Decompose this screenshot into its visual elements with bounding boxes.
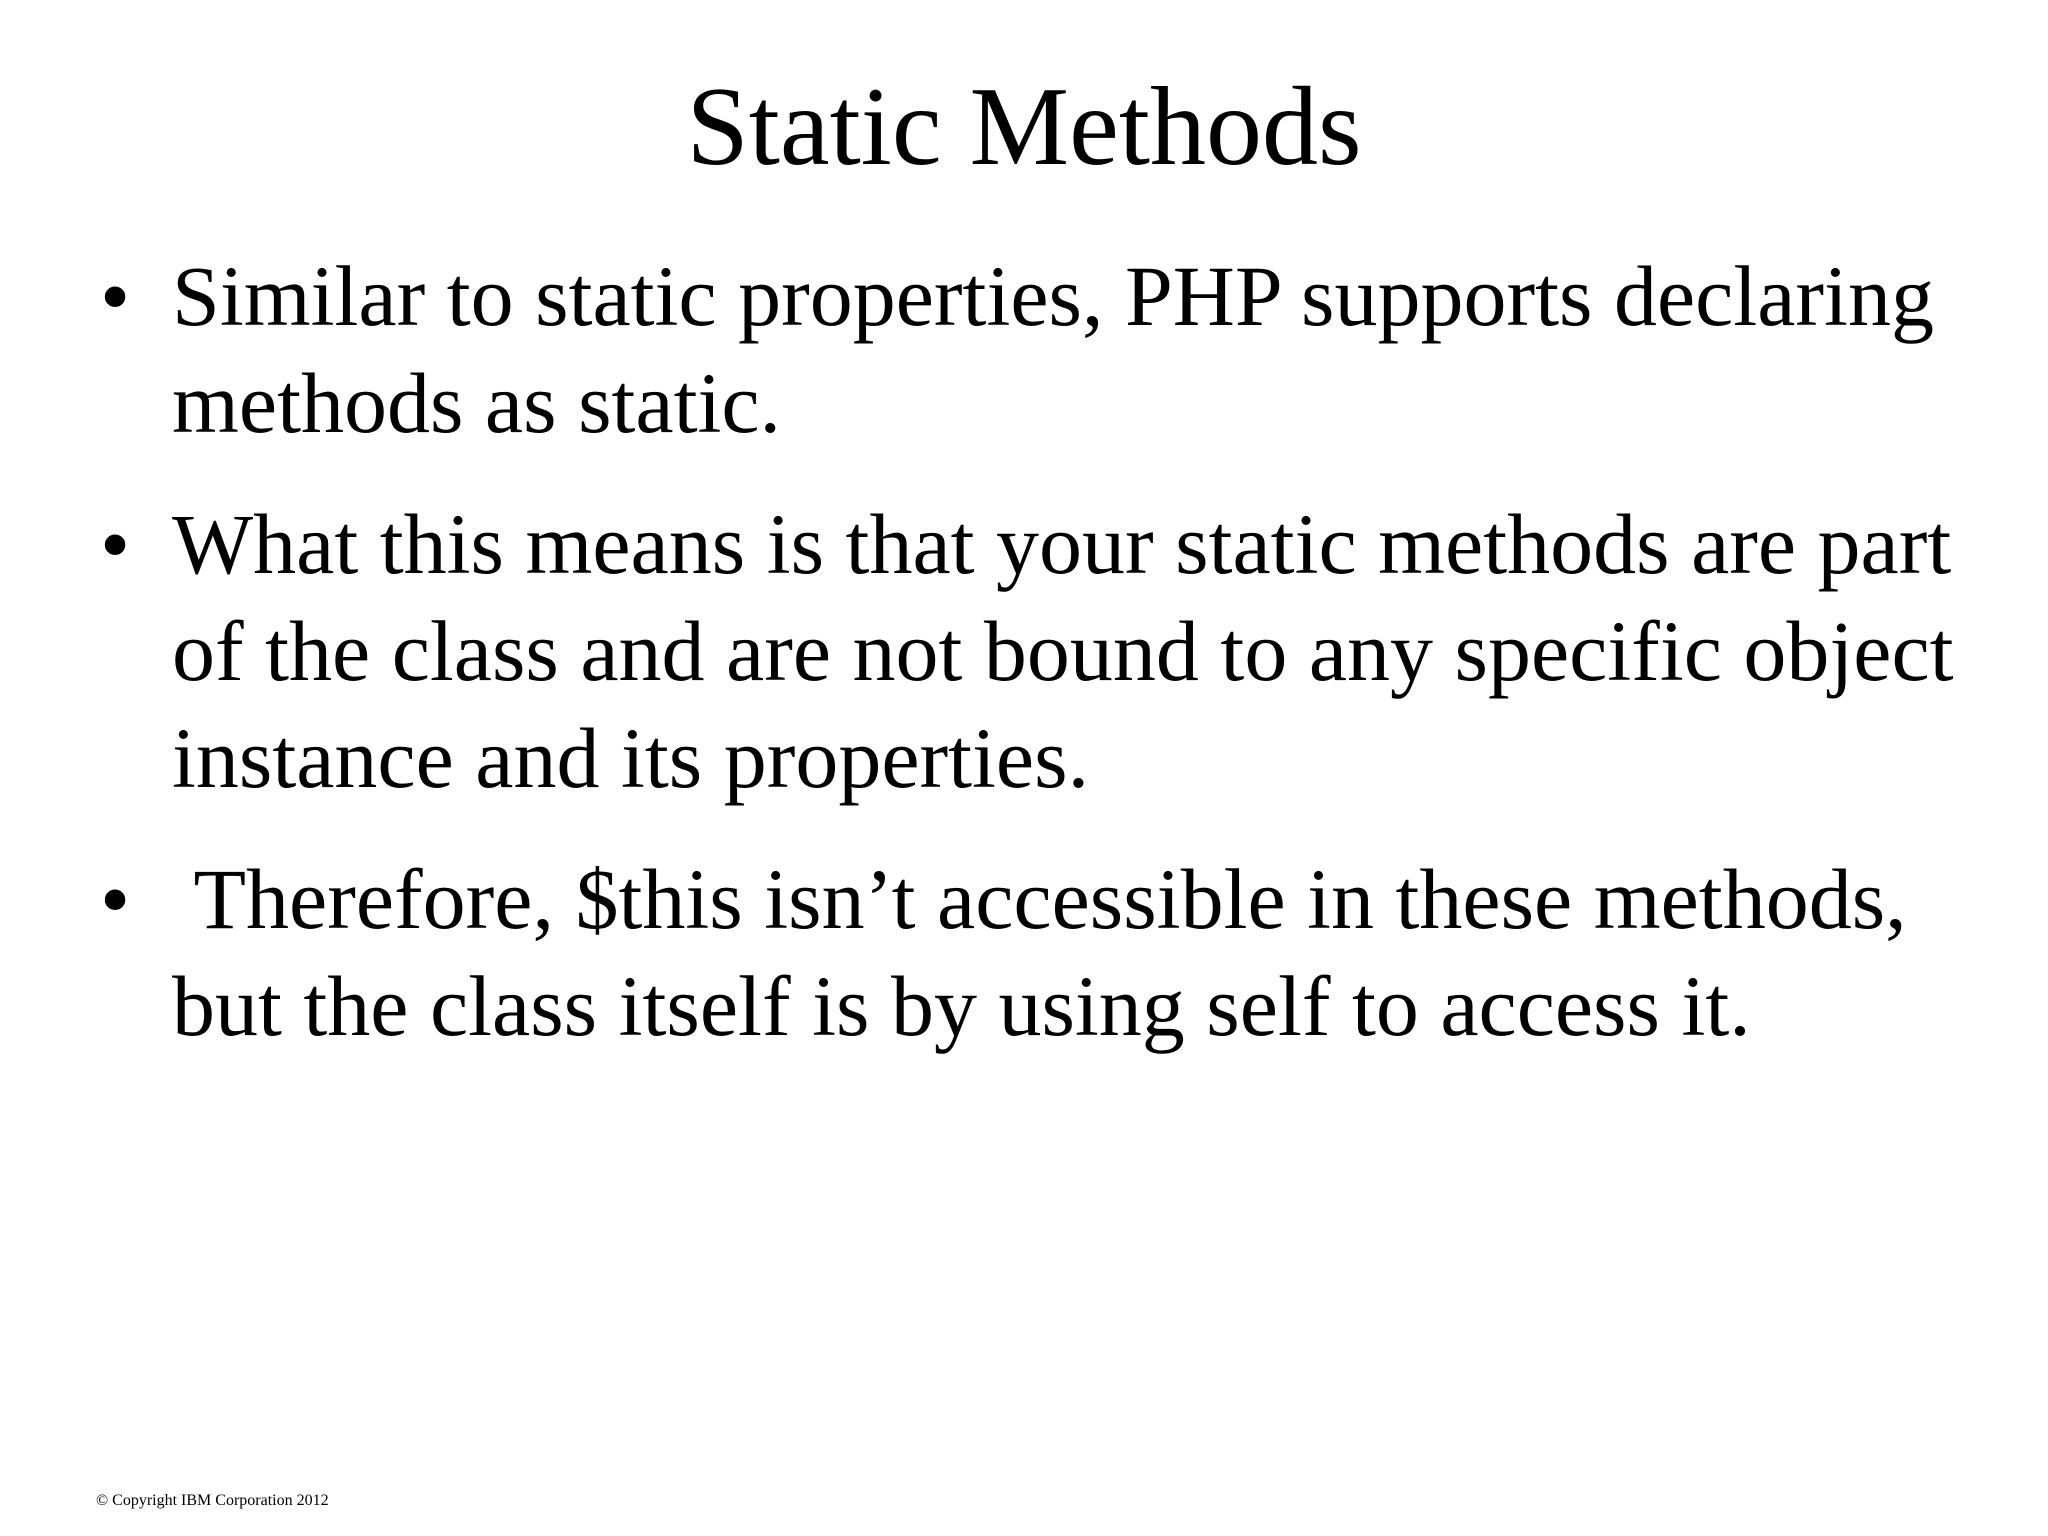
slide-title: Static Methods [686, 65, 1362, 189]
bullet-item [100, 243, 2000, 457]
bullet-list [100, 243, 2000, 1060]
bullet-text: What this means is that your static methods are part of the class and are not bound to any specific object instance and its properties. [172, 496, 1976, 806]
bullet-item [100, 491, 2000, 812]
copyright-notice: © Copyright IBM Corporation 2012 [96, 1492, 329, 1509]
bullet-text: Therefore, $this isn’t accessible in these methods, but the class itself is by using self to access it. [172, 851, 1929, 1054]
bullet-text: Similar to static properties, PHP supports declaring methods as static. [172, 248, 1956, 451]
bullet-dot-icon: • [100, 496, 131, 592]
bullet-dot-icon: • [100, 248, 131, 344]
bullet-item [100, 846, 2000, 1060]
bullet-dot-icon: • [100, 851, 131, 947]
